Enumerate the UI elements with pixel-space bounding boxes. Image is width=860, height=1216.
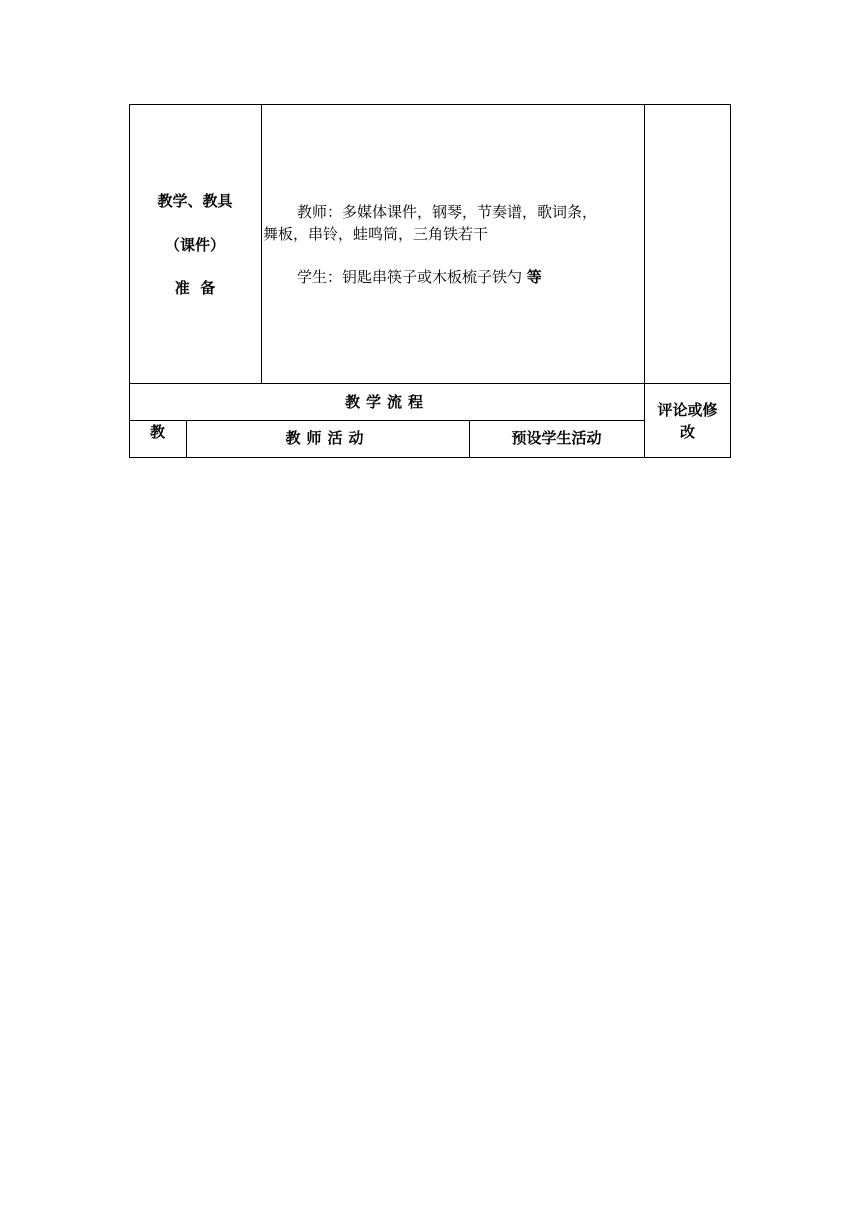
prep-label-line1: 教学、教具 <box>157 192 233 210</box>
comment-label-line1: 评论或修 <box>657 401 718 419</box>
table-divider-label-content <box>261 104 262 384</box>
table-divider-flow-header <box>129 420 645 421</box>
prep-label-line2: （课件） <box>164 236 225 254</box>
teacher-materials-line1: 教师：多媒体课件，钢琴，节奏谱，歌词条， <box>297 203 598 221</box>
student-materials <box>297 266 542 288</box>
table-border-top <box>129 104 731 105</box>
comment-label-line2: 改 <box>679 423 695 441</box>
table-border-right <box>730 104 731 458</box>
prep-label-line3: 准 备 <box>174 279 216 297</box>
teacher-activity-header: 教师活动 <box>285 429 370 447</box>
student-materials-text: 学生：钥匙串筷子或木板梳子铁勺 <box>297 268 527 286</box>
table-divider-prep-flow <box>129 383 731 384</box>
table-border-bottom <box>129 457 731 458</box>
teacher-materials-line2: 舞板，串铃，蛙鸣筒，三角铁若干 <box>263 225 489 243</box>
student-materials-emphasis: 等 <box>526 268 542 286</box>
teaching-flow-header: 教学流程 <box>344 393 429 411</box>
student-activity-header: 预设学生活动 <box>511 429 602 447</box>
step-column-header: 教 <box>150 423 166 441</box>
